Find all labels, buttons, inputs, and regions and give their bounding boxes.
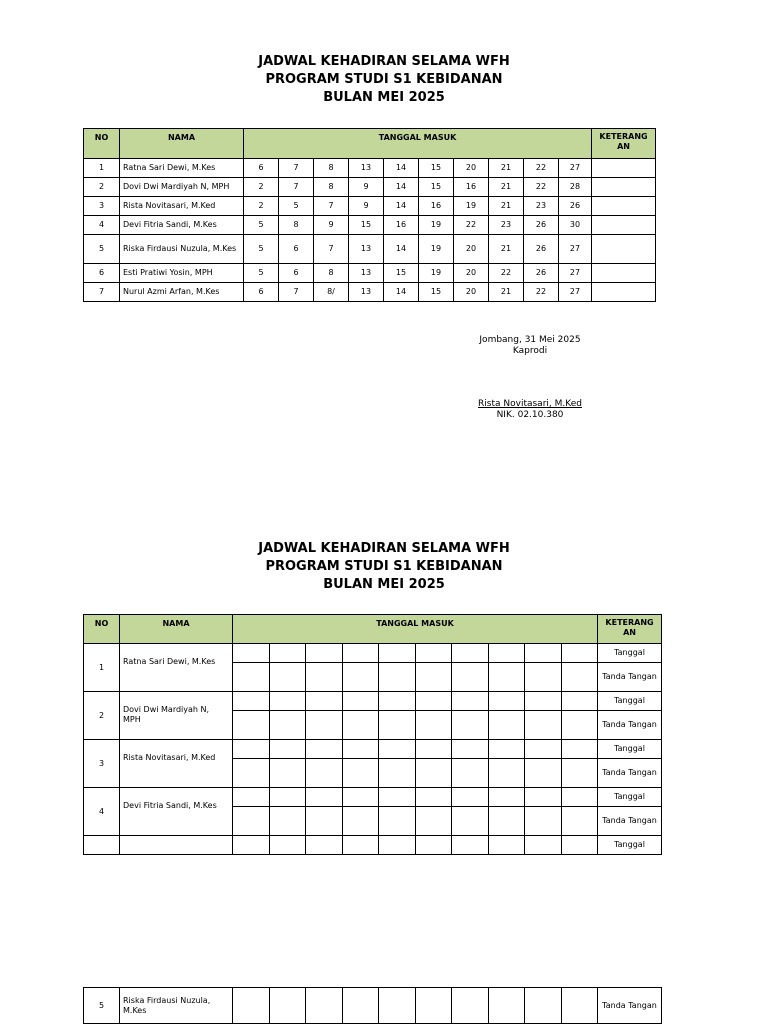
table-row	[84, 159, 656, 178]
row-nama: Ratna Sari Dewi, M.Kes	[120, 644, 233, 692]
row-nama: Riska Firdausi Nuzula, M.Kes	[120, 235, 244, 264]
date-cell: 19	[419, 264, 454, 283]
date-cell: 28	[559, 178, 592, 197]
signature-cell	[488, 711, 525, 740]
keterangan-cell	[592, 264, 656, 283]
table-header-row	[84, 615, 662, 644]
signature-cell	[561, 759, 598, 788]
date-cell: 22	[454, 216, 489, 235]
table-row	[84, 836, 662, 855]
heading-1	[0, 53, 768, 107]
table-row	[84, 264, 656, 283]
row-no: 4	[84, 788, 120, 836]
date-cell	[561, 644, 598, 663]
date-cell: 8	[279, 216, 314, 235]
row-no: 5	[84, 988, 120, 1024]
row-nama: Nurul Azmi Arfan, M.Kes	[120, 283, 244, 302]
date-cell: 7	[314, 235, 349, 264]
date-cell	[379, 692, 416, 711]
date-cell: 5	[244, 216, 279, 235]
attendance-table-1	[83, 128, 656, 302]
date-cell: 15	[419, 178, 454, 197]
date-cell	[269, 644, 306, 663]
row-no: 6	[84, 264, 120, 283]
date-cell	[233, 836, 270, 855]
date-cell: 9	[349, 178, 384, 197]
signature-cell	[306, 807, 343, 836]
date-cell	[452, 788, 489, 807]
signature-cell	[342, 711, 379, 740]
date-cell: 7	[279, 178, 314, 197]
date-cell	[525, 692, 562, 711]
date-cell: 14	[384, 283, 419, 302]
tanggal-label: Tanggal	[598, 836, 662, 855]
signature-cell	[488, 759, 525, 788]
date-cell: 27	[559, 264, 592, 283]
keterangan-cell	[592, 159, 656, 178]
table-row	[84, 197, 656, 216]
signature-cell	[525, 711, 562, 740]
date-cell: 8/	[314, 283, 349, 302]
col-no: NO	[84, 129, 120, 159]
date-cell: 9	[314, 216, 349, 235]
date-cell: 26	[559, 197, 592, 216]
signature-cell	[452, 807, 489, 836]
table-row	[84, 283, 656, 302]
date-cell	[379, 836, 416, 855]
table-row	[84, 644, 662, 663]
signature-cell	[269, 759, 306, 788]
keterangan-cell	[592, 216, 656, 235]
date-cell	[415, 692, 452, 711]
heading-2	[0, 540, 768, 594]
row-no: 3	[84, 197, 120, 216]
date-cell: 21	[489, 197, 524, 216]
signature-cell	[415, 711, 452, 740]
date-cell: 26	[524, 216, 559, 235]
date-cell	[342, 644, 379, 663]
row-nama: Riska Firdausi Nuzula, M.Kes	[120, 988, 233, 1024]
date-cell: 2	[244, 197, 279, 216]
attendance-table-3	[83, 987, 662, 1024]
date-cell: 27	[559, 159, 592, 178]
date-cell	[488, 692, 525, 711]
signature-name: Rista Novitasari, M.Ked	[478, 399, 582, 409]
heading-line1: JADWAL KEHADIRAN SELAMA WFH	[258, 54, 510, 69]
date-cell: 8	[314, 264, 349, 283]
col-no: NO	[84, 615, 120, 644]
signature-cell	[233, 759, 270, 788]
date-cell: 13	[349, 283, 384, 302]
date-cell	[233, 788, 270, 807]
date-cell: 26	[524, 235, 559, 264]
signature-cell	[269, 988, 306, 1024]
date-cell: 19	[419, 216, 454, 235]
date-cell: 27	[559, 283, 592, 302]
date-cell	[525, 788, 562, 807]
date-cell	[525, 836, 562, 855]
date-cell: 15	[349, 216, 384, 235]
date-cell	[269, 740, 306, 759]
table-row	[84, 692, 662, 711]
date-cell: 7	[314, 197, 349, 216]
date-cell: 5	[244, 235, 279, 264]
date-cell: 6	[244, 159, 279, 178]
date-cell	[306, 692, 343, 711]
table-row	[84, 235, 656, 264]
date-cell: 14	[384, 178, 419, 197]
date-cell: 16	[454, 178, 489, 197]
row-no: 4	[84, 216, 120, 235]
date-cell: 26	[524, 264, 559, 283]
date-cell	[306, 740, 343, 759]
signature-cell	[415, 988, 452, 1024]
tanda-tangan-label: Tanda Tangan	[598, 988, 662, 1024]
date-cell	[488, 644, 525, 663]
row-no	[84, 836, 120, 855]
date-cell	[561, 788, 598, 807]
date-cell: 22	[524, 159, 559, 178]
date-cell: 6	[279, 264, 314, 283]
signature-role: Kaprodi	[512, 346, 548, 356]
date-cell: 16	[419, 197, 454, 216]
date-cell: 20	[454, 264, 489, 283]
signature-cell	[233, 663, 270, 692]
signature-cell	[379, 759, 416, 788]
date-cell: 7	[279, 283, 314, 302]
date-cell: 20	[454, 283, 489, 302]
tanggal-label: Tanggal	[598, 788, 662, 807]
date-cell: 6	[279, 235, 314, 264]
date-cell: 13	[349, 235, 384, 264]
signature-cell	[525, 663, 562, 692]
date-cell	[233, 692, 270, 711]
date-cell	[269, 836, 306, 855]
date-cell	[561, 692, 598, 711]
date-cell: 8	[314, 178, 349, 197]
table-row	[84, 988, 662, 1024]
date-cell: 20	[454, 159, 489, 178]
date-cell: 19	[454, 197, 489, 216]
row-nama: Dovi Dwi Mardiyah N, MPH	[120, 178, 244, 197]
signature-cell	[379, 663, 416, 692]
signature-cell	[488, 663, 525, 692]
date-cell	[415, 836, 452, 855]
date-cell	[488, 740, 525, 759]
table-header-row	[84, 129, 656, 159]
date-cell	[233, 644, 270, 663]
date-cell: 5	[279, 197, 314, 216]
signature-place-date: Jombang, 31 Mei 2025	[479, 335, 581, 345]
signature-cell	[306, 759, 343, 788]
tanda-tangan-label: Tanda Tangan	[598, 807, 662, 836]
row-nama: Rista Novitasari, M.Ked	[120, 197, 244, 216]
signature-cell	[306, 988, 343, 1024]
keterangan-cell	[592, 178, 656, 197]
signature-cell	[306, 663, 343, 692]
date-cell	[452, 740, 489, 759]
signature-cell	[561, 988, 598, 1024]
signature-cell	[379, 807, 416, 836]
tanggal-label: Tanggal	[598, 740, 662, 759]
signature-cell	[342, 663, 379, 692]
row-no: 3	[84, 740, 120, 788]
date-cell: 30	[559, 216, 592, 235]
date-cell: 14	[384, 235, 419, 264]
keterangan-cell	[592, 197, 656, 216]
signature-cell	[269, 807, 306, 836]
date-cell: 14	[384, 159, 419, 178]
keterangan-cell	[592, 283, 656, 302]
row-nama: Devi Fitria Sandi, M.Kes	[120, 216, 244, 235]
row-nama: Esti Pratiwi Yosin, MPH	[120, 264, 244, 283]
date-cell: 20	[454, 235, 489, 264]
date-cell: 13	[349, 264, 384, 283]
row-no: 1	[84, 644, 120, 692]
signature-cell	[342, 807, 379, 836]
signature-cell	[342, 988, 379, 1024]
signature-cell	[415, 807, 452, 836]
signature-cell	[561, 663, 598, 692]
row-nama: Rista Novitasari, M.Ked	[120, 740, 233, 788]
date-cell	[452, 836, 489, 855]
signature-cell	[452, 663, 489, 692]
tanda-tangan-label: Tanda Tangan	[598, 711, 662, 740]
tanggal-label: Tanggal	[598, 644, 662, 663]
row-no: 5	[84, 235, 120, 264]
date-cell: 22	[524, 178, 559, 197]
row-nama: Ratna Sari Dewi, M.Kes	[120, 159, 244, 178]
signature-nik: NIK. 02.10.380	[496, 410, 564, 420]
heading-line3: BULAN MEI 2025	[323, 577, 445, 592]
row-no: 7	[84, 283, 120, 302]
signature-cell	[233, 711, 270, 740]
date-cell: 14	[384, 197, 419, 216]
date-cell: 15	[419, 159, 454, 178]
col-keterangan: KETERANG AN	[598, 615, 662, 644]
date-cell: 13	[349, 159, 384, 178]
date-cell	[269, 692, 306, 711]
keterangan-cell	[592, 235, 656, 264]
date-cell	[342, 692, 379, 711]
date-cell	[379, 740, 416, 759]
col-nama: NAMA	[120, 129, 244, 159]
date-cell	[452, 644, 489, 663]
signature-cell	[379, 711, 416, 740]
date-cell: 6	[244, 283, 279, 302]
date-cell: 19	[419, 235, 454, 264]
signature-block	[460, 335, 600, 421]
signature-cell	[561, 711, 598, 740]
row-nama: Devi Fitria Sandi, M.Kes	[120, 788, 233, 836]
date-cell	[488, 836, 525, 855]
date-cell: 22	[524, 283, 559, 302]
signature-cell	[525, 759, 562, 788]
row-nama	[120, 836, 233, 855]
date-cell: 21	[489, 159, 524, 178]
signature-cell	[233, 807, 270, 836]
table-row	[84, 740, 662, 759]
col-tanggal-masuk: TANGGAL MASUK	[244, 129, 592, 159]
col-tanggal-masuk: TANGGAL MASUK	[233, 615, 598, 644]
signature-cell	[269, 663, 306, 692]
heading-line3: BULAN MEI 2025	[323, 90, 445, 105]
date-cell: 9	[349, 197, 384, 216]
signature-cell	[452, 988, 489, 1024]
tanda-tangan-label: Tanda Tangan	[598, 663, 662, 692]
date-cell	[415, 644, 452, 663]
date-cell	[561, 740, 598, 759]
signature-cell	[233, 988, 270, 1024]
date-cell: 7	[279, 159, 314, 178]
row-no: 2	[84, 692, 120, 740]
signature-cell	[452, 759, 489, 788]
date-cell	[342, 788, 379, 807]
date-cell: 21	[489, 283, 524, 302]
signature-cell	[342, 759, 379, 788]
date-cell: 21	[489, 235, 524, 264]
table-row	[84, 178, 656, 197]
signature-cell	[306, 711, 343, 740]
row-nama: Dovi Dwi Mardiyah N, MPH	[120, 692, 233, 740]
date-cell: 5	[244, 264, 279, 283]
date-cell	[269, 788, 306, 807]
row-no: 2	[84, 178, 120, 197]
signature-cell	[415, 759, 452, 788]
date-cell: 22	[489, 264, 524, 283]
heading-line2: PROGRAM STUDI S1 KEBIDANAN	[265, 559, 503, 574]
date-cell: 23	[489, 216, 524, 235]
signature-cell	[488, 988, 525, 1024]
signature-cell	[525, 807, 562, 836]
signature-cell	[269, 711, 306, 740]
date-cell: 2	[244, 178, 279, 197]
date-cell	[452, 692, 489, 711]
signature-cell	[488, 807, 525, 836]
date-cell: 27	[559, 235, 592, 264]
table-row	[84, 788, 662, 807]
signature-cell	[452, 711, 489, 740]
date-cell	[306, 788, 343, 807]
row-no: 1	[84, 159, 120, 178]
date-cell	[342, 740, 379, 759]
date-cell	[525, 740, 562, 759]
date-cell	[306, 836, 343, 855]
attendance-table-2	[83, 614, 662, 855]
tanda-tangan-label: Tanda Tangan	[598, 759, 662, 788]
date-cell	[415, 788, 452, 807]
date-cell	[525, 644, 562, 663]
date-cell	[379, 788, 416, 807]
date-cell	[415, 740, 452, 759]
date-cell: 8	[314, 159, 349, 178]
date-cell: 21	[489, 178, 524, 197]
date-cell	[379, 644, 416, 663]
date-cell	[488, 788, 525, 807]
table-row	[84, 216, 656, 235]
date-cell: 15	[419, 283, 454, 302]
heading-line2: PROGRAM STUDI S1 KEBIDANAN	[265, 72, 503, 87]
date-cell	[561, 836, 598, 855]
date-cell: 16	[384, 216, 419, 235]
signature-cell	[415, 663, 452, 692]
col-keterangan: KETERANG AN	[592, 129, 656, 159]
date-cell: 15	[384, 264, 419, 283]
signature-cell	[525, 988, 562, 1024]
date-cell	[342, 836, 379, 855]
date-cell	[233, 740, 270, 759]
date-cell: 23	[524, 197, 559, 216]
heading-line1: JADWAL KEHADIRAN SELAMA WFH	[258, 541, 510, 556]
col-nama: NAMA	[120, 615, 233, 644]
tanggal-label: Tanggal	[598, 692, 662, 711]
date-cell	[306, 644, 343, 663]
signature-cell	[561, 807, 598, 836]
signature-cell	[379, 988, 416, 1024]
